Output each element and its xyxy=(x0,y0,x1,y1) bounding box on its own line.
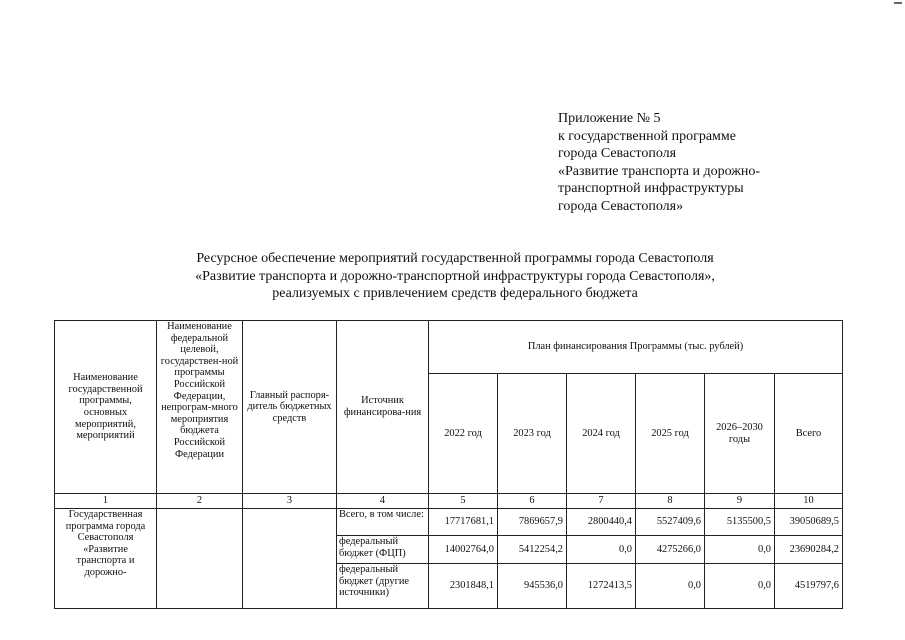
appendix-line: к государственной программе xyxy=(558,128,736,144)
header-total: Всего xyxy=(775,374,843,494)
value-cell: 4275266,0 xyxy=(636,536,705,564)
value-cell: 5135500,5 xyxy=(705,509,775,536)
value-cell: 5527409,6 xyxy=(636,509,705,536)
title-line: «Развитие транспорта и дорожно-транспортной инфраструктуры города Севастополя», xyxy=(195,268,715,284)
column-index: 4 xyxy=(337,494,429,509)
value-cell: 4519797,6 xyxy=(775,564,843,609)
column-index: 6 xyxy=(498,494,567,509)
financing-table xyxy=(54,320,843,609)
column-index: 8 xyxy=(636,494,705,509)
title-line: реализуемых с привлечением средств федерального бюджета xyxy=(272,286,638,301)
value-cell: 39050689,5 xyxy=(775,509,843,536)
header-year-2022: 2022 год xyxy=(429,374,498,494)
program-name-cell: Государственная программа города Севастополя «Развитие транспорта и дорожно- xyxy=(55,509,157,609)
header-federal-program: Наименование федеральной целевой, государствен-ной программы Российской Федерации, непрограм-много мероприятия бюджета Российской Федерации xyxy=(157,321,243,494)
value-cell: 7869657,9 xyxy=(498,509,567,536)
header-budget-manager: Главный распоря-дитель бюджетных средств xyxy=(243,321,337,494)
column-index: 3 xyxy=(243,494,337,509)
value-cell: 2301848,1 xyxy=(429,564,498,609)
appendix-line: города Севастополя» xyxy=(558,198,684,214)
document-title xyxy=(110,250,800,303)
title-line: Ресурсное обеспечение мероприятий государственной программы города Севастополя xyxy=(196,251,714,266)
funding-source-cell: федеральный бюджет (другие источники) xyxy=(337,564,429,609)
scan-mark xyxy=(894,2,902,4)
appendix-line: города Севастополя xyxy=(558,146,677,162)
value-cell: 23690284,2 xyxy=(775,536,843,564)
header-funding-source: Источник финансирова-ния xyxy=(337,321,429,494)
header-year-2025: 2025 год xyxy=(636,374,705,494)
column-index: 7 xyxy=(567,494,636,509)
empty-cell xyxy=(157,509,243,609)
funding-source-cell: Всего, в том числе: xyxy=(337,509,429,536)
column-index: 2 xyxy=(157,494,243,509)
value-cell: 14002764,0 xyxy=(429,536,498,564)
column-index: 10 xyxy=(775,494,843,509)
appendix-line: «Развитие транспорта и дорожно- xyxy=(558,163,761,179)
value-cell: 0,0 xyxy=(636,564,705,609)
table-row xyxy=(55,509,843,536)
value-cell: 5412254,2 xyxy=(498,536,567,564)
column-index: 1 xyxy=(55,494,157,509)
value-cell: 2800440,4 xyxy=(567,509,636,536)
value-cell: 0,0 xyxy=(705,564,775,609)
column-index: 9 xyxy=(705,494,775,509)
value-cell: 17717681,1 xyxy=(429,509,498,536)
value-cell: 0,0 xyxy=(705,536,775,564)
empty-cell xyxy=(243,509,337,609)
appendix-note xyxy=(558,110,858,216)
header-years-2026-2030: 2026–2030 годы xyxy=(705,374,775,494)
value-cell: 1272413,5 xyxy=(567,564,636,609)
header-year-2023: 2023 год xyxy=(498,374,567,494)
appendix-line: транспортной инфраструктуры xyxy=(558,181,744,197)
header-year-2024: 2024 год xyxy=(567,374,636,494)
header-financing-plan: План финансирования Программы (тыс. рублей) xyxy=(429,321,843,374)
header-program-name: Наименование государственной программы, основных мероприятий, мероприятий xyxy=(55,321,157,494)
column-index: 5 xyxy=(429,494,498,509)
value-cell: 0,0 xyxy=(567,536,636,564)
funding-source-cell: федеральный бюджет (ФЦП) xyxy=(337,536,429,564)
appendix-line: Приложение № 5 xyxy=(558,111,661,126)
value-cell: 945536,0 xyxy=(498,564,567,609)
